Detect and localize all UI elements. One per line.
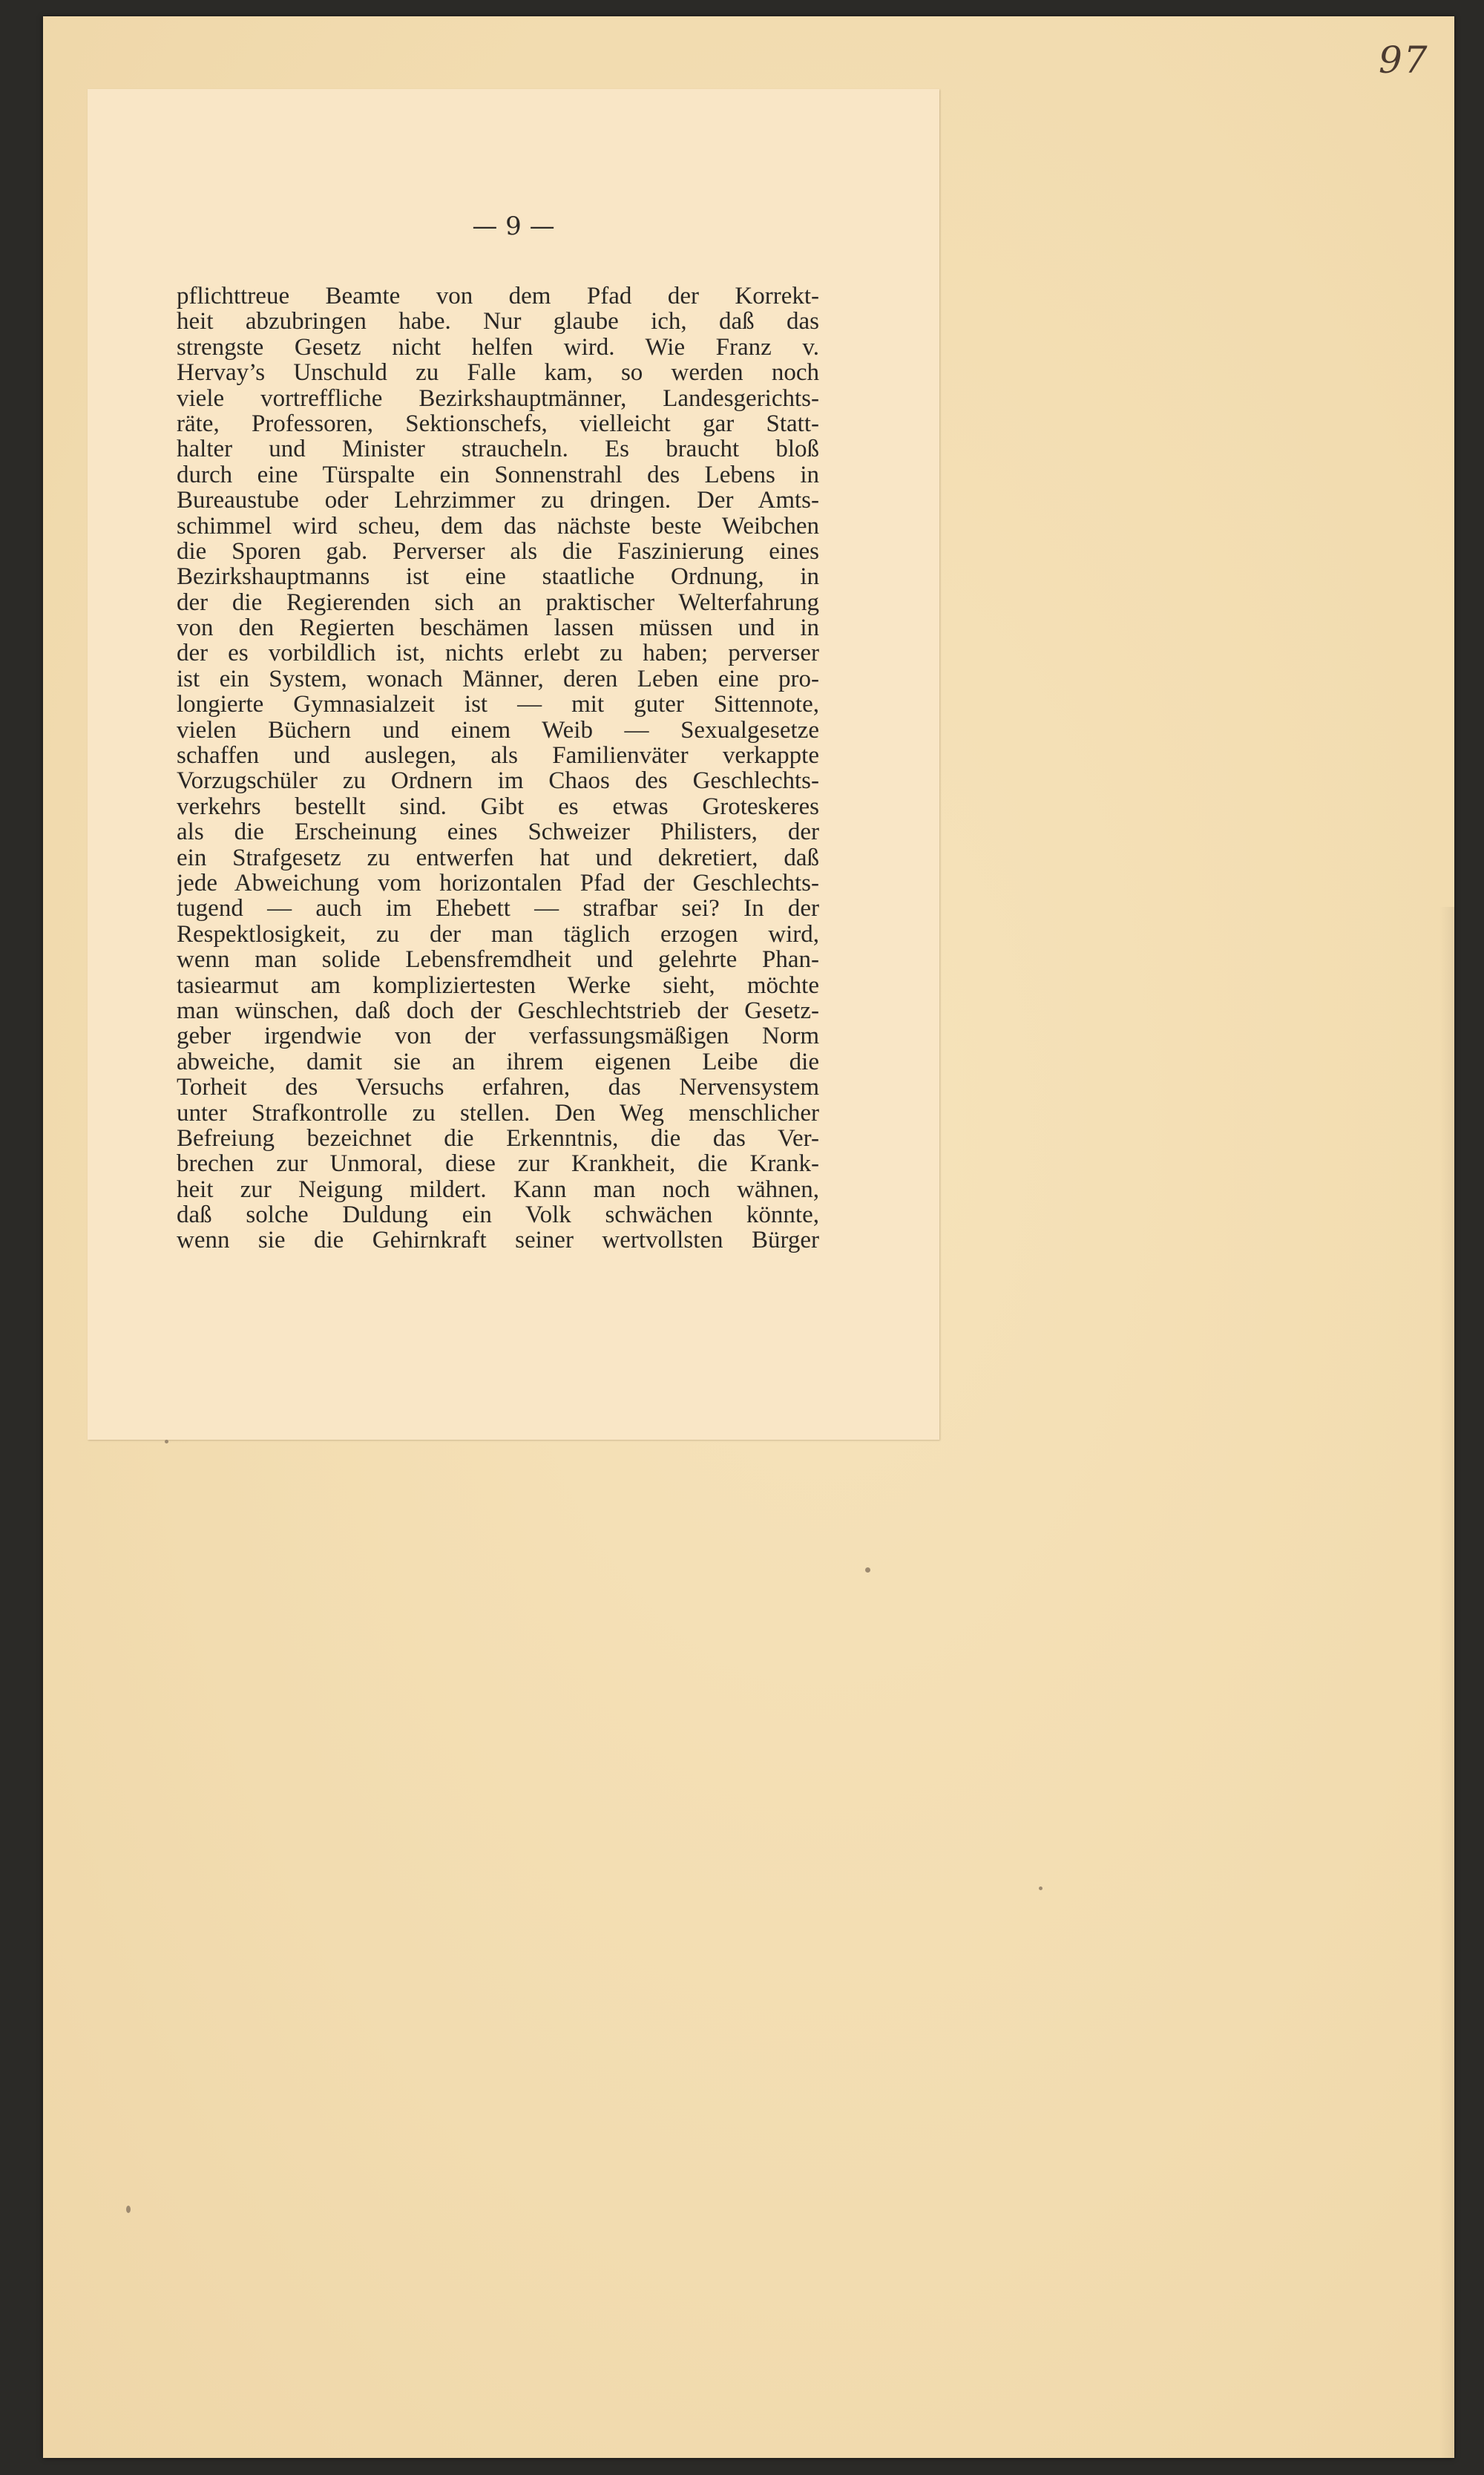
page-number: — 9 — [472, 212, 555, 241]
newspaper-clipping [88, 89, 939, 1440]
text-line: unter Strafkontrolle zu stellen. Den Weg menschlicher [177, 1100, 819, 1126]
text-line: geber irgendwie von der verfassungsmäßigen Norm [177, 1023, 819, 1049]
text-line: tugend — auch im Ehebett — strafbar sei? In der [177, 896, 819, 922]
folio-number: 97 [1379, 39, 1429, 82]
sheet-edge-shadow [1439, 907, 1454, 2458]
text-line: als die Erscheinung eines Schweizer Philisters, der [177, 819, 819, 845]
paper-speck [126, 2206, 131, 2213]
text-line: wenn man solide Lebensfremdheit und gelehrte Phan- [177, 947, 819, 973]
text-line: wenn sie die Gehirnkraft seiner wertvollsten Bürger [177, 1227, 819, 1253]
text-line: verkehrs bestellt sind. Gibt es etwas Groteskeres [177, 793, 819, 820]
paper-speck [165, 1440, 168, 1443]
text-line: halter und Minister straucheln. Es braucht bloß [177, 436, 819, 462]
text-line: der die Regierenden sich an praktischer Welterfahrung [177, 589, 819, 616]
text-line: Befreiung bezeichnet die Erkenntnis, die das Ver- [177, 1125, 819, 1152]
text-line: heit abzubringen habe. Nur glaube ich, daß das [177, 309, 819, 335]
text-line: pflichttreue Beamte von dem Pfad der Korrekt- [177, 283, 819, 309]
text-line: vielen Büchern und einem Weib — Sexualgesetze [177, 717, 819, 744]
text-line: Bureaustube oder Lehrzimmer zu dringen. Der Amts- [177, 488, 819, 514]
paper-speck [1039, 1886, 1043, 1890]
text-line: jede Abweichung vom horizontalen Pfad der Geschlechts- [177, 870, 819, 896]
text-line: heit zur Neigung mildert. Kann man noch wähnen, [177, 1176, 819, 1203]
text-line: brechen zur Unmoral, diese zur Krankheit, die Krank- [177, 1151, 819, 1177]
text-line: viele vortreffliche Bezirkshauptmänner, Landesgerichts- [177, 385, 819, 411]
text-line: abweiche, damit sie an ihrem eigenen Leibe die [177, 1049, 819, 1075]
paper-speck [865, 1567, 870, 1573]
text-line: schimmel wird scheu, dem das nächste beste Weibchen [177, 513, 819, 539]
text-line: die Sporen gab. Perverser als die Faszinierung eines [177, 538, 819, 565]
text-line: ein Strafgesetz zu entwerfen hat und dekretiert, daß [177, 845, 819, 871]
text-line: Vorzugschüler zu Ordnern im Chaos des Geschlechts- [177, 768, 819, 794]
text-line: ist ein System, wonach Männer, deren Leben eine pro- [177, 666, 819, 692]
text-line: strengste Gesetz nicht helfen wird. Wie Franz v. [177, 334, 819, 361]
body-text [177, 283, 819, 1253]
text-line: longierte Gymnasialzeit ist — mit guter Sittennote, [177, 692, 819, 718]
text-line: Bezirkshauptmanns ist eine staatliche Ordnung, in [177, 564, 819, 590]
text-line: schaffen und auslegen, als Familienväter verkappte [177, 743, 819, 769]
text-line: Torheit des Versuchs erfahren, das Nervensystem [177, 1075, 819, 1101]
text-line: Respektlosigkeit, zu der man täglich erzogen wird, [177, 921, 819, 948]
text-line: tasiearmut am kompliziertesten Werke sieht, möchte [177, 972, 819, 998]
text-line: von den Regierten beschämen lassen müssen und in [177, 615, 819, 641]
text-line: daß solche Duldung ein Volk schwächen könnte, [177, 1202, 819, 1228]
text-line: durch eine Türspalte ein Sonnenstrahl des Lebens in [177, 462, 819, 488]
text-line: der es vorbildlich ist, nichts erlebt zu haben; perverser [177, 640, 819, 666]
text-line: räte, Professoren, Sektionschefs, vielleicht gar Statt- [177, 410, 819, 437]
text-line: man wünschen, daß doch der Geschlechtstrieb der Gesetz- [177, 997, 819, 1024]
text-line: Hervay’s Unschuld zu Falle kam, so werden noch [177, 360, 819, 386]
